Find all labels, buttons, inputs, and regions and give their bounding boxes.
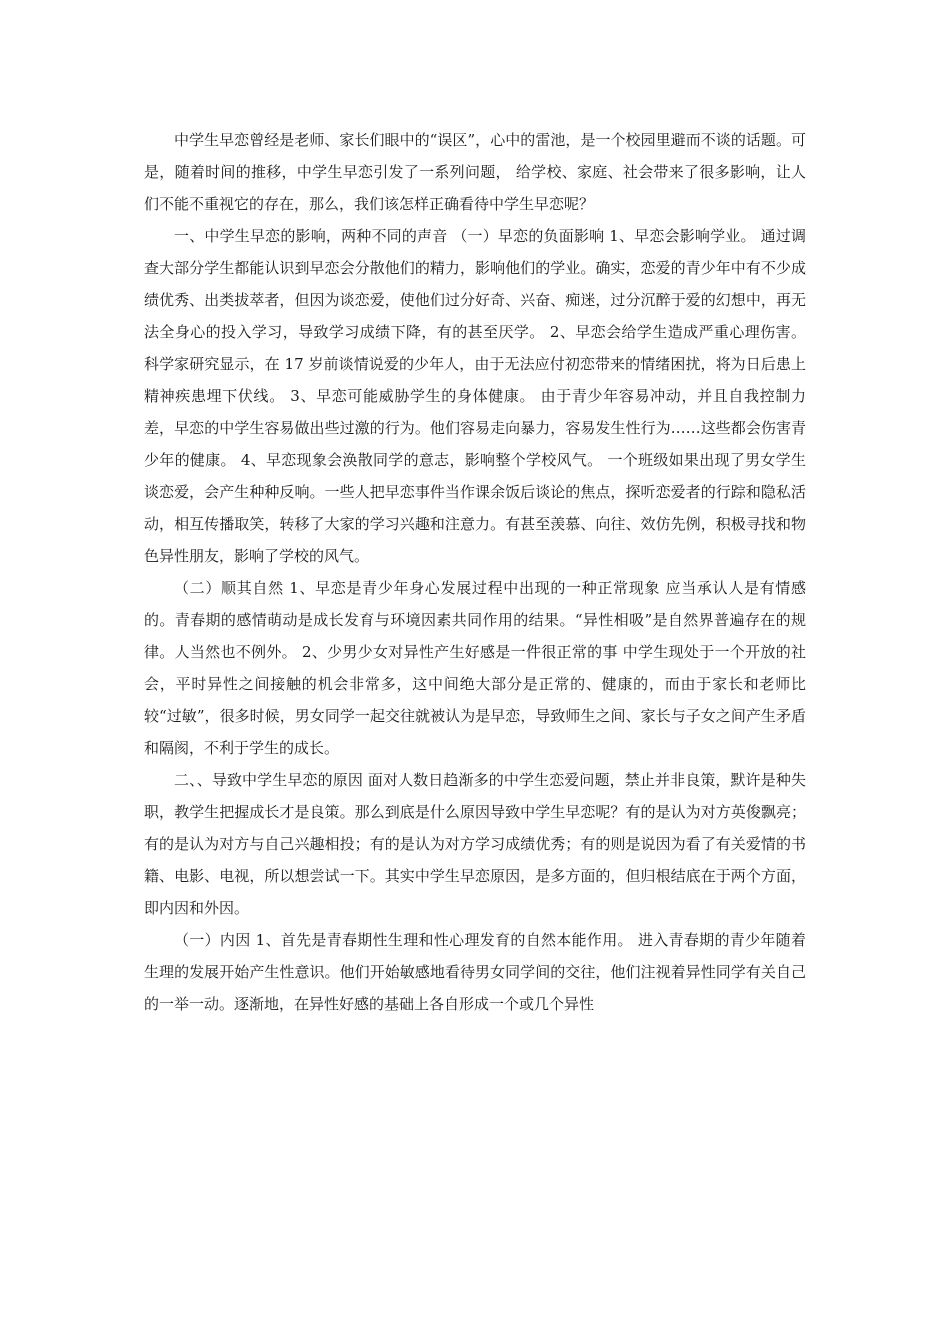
paragraph-section-1-part-2: （二）顺其自然 1、早恋是青少年身心发展过程中出现的一种正常现象 应当承认人是有情感的。青春期的感情萌动是成长发育与环境因素共同作用的结果。“异性相吸”是自然界普遍存在的规律。人当然也不例外。 2、少男少女对异性产生好感是一件很正常的事 中学生现处于一个开放的社会，平时异性之间接触的机会非常多，这中间绝大部分是正常的、健康的，而由于家长和老师比较“过敏”，很多时候，男女同学一起交往就被认为是早恋，导致师生之间、家长与子女之间产生矛盾和隔阂，不利于学生的成长。 [144,579,806,757]
paragraph-section-2-internal: （一）内因 1、首先是青春期性生理和性心理发育的自然本能作用。 进入青春期的青少年随着生理的发展开始产生性意识。他们开始敏感地看待男女同学间的交往，他们注视着异性同学有关自己的一举一动。逐渐地，在异性好感的基础上各自形成一个或几个异性 [144,931,806,1013]
paragraph-section-1: 一、中学生早恋的影响，两种不同的声音 （一）早恋的负面影响 1、早恋会影响学业。 通过调查大部分学生都能认识到早恋会分散他们的精力，影响他们的学业。确实，恋爱的青少年中有不少成绩优秀、出类拔萃者，但因为谈恋爱，使他们过分好奇、兴奋、痴迷，过分沉醉于爱的幻想中，再无法全身心的投入学习，导致学习成绩下降，有的甚至厌学。 2、早恋会给学生造成严重心理伤害。 科学家研究显示，在 17 岁前谈情说爱的少年人，由于无法应付初恋带来的情绪困扰，将为日后患上精神疾患埋下伏线。 3、早恋可能威胁学生的身体健康。 由于青少年容易冲动，并且自我控制力差，早恋的中学生容易做出些过激的行为。他们容易走向暴力，容易发生性行为……这些都会伤害青少年的健康。 4、早恋现象会涣散同学的意志，影响整个学校风气。 一个班级如果出现了男女学生谈恋爱，会产生种种反响。一些人把早恋事件当作课余饭后谈论的焦点，探听恋爱者的行踪和隐私活动，相互传播取笑，转移了大家的学习兴趣和注意力。有甚至羡慕、向往、效仿先例，积极寻找和物色异性朋友，影响了学校的风气。 [144,227,806,565]
document-page [144,124,806,1020]
paragraph-intro: 中学生早恋曾经是老师、家长们眼中的“误区”，心中的雷池，是一个校园里避而不谈的话题。可是，随着时间的推移，中学生早恋引发了一系列问题， 给学校、家庭、社会带来了很多影响，让人们不能不重视它的存在，那么，我们该怎样正确看待中学生早恋呢？ [144,131,806,213]
paragraph-section-2: 二、、导致中学生早恋的原因 面对人数日趋渐多的中学生恋爱问题，禁止并非良策，默许是种失职，教学生把握成长才是良策。那么到底是什么原因导致中学生早恋呢？有的是认为对方英俊飘亮；有的是认为对方与自己兴趣相投；有的是认为对方学习成绩优秀；有的则是说因为看了有关爱情的书籍、电影、电视，所以想尝试一下。其实中学生早恋原因，是多方面的，但归根结底在于两个方面，即内因和外因。 [144,771,806,917]
